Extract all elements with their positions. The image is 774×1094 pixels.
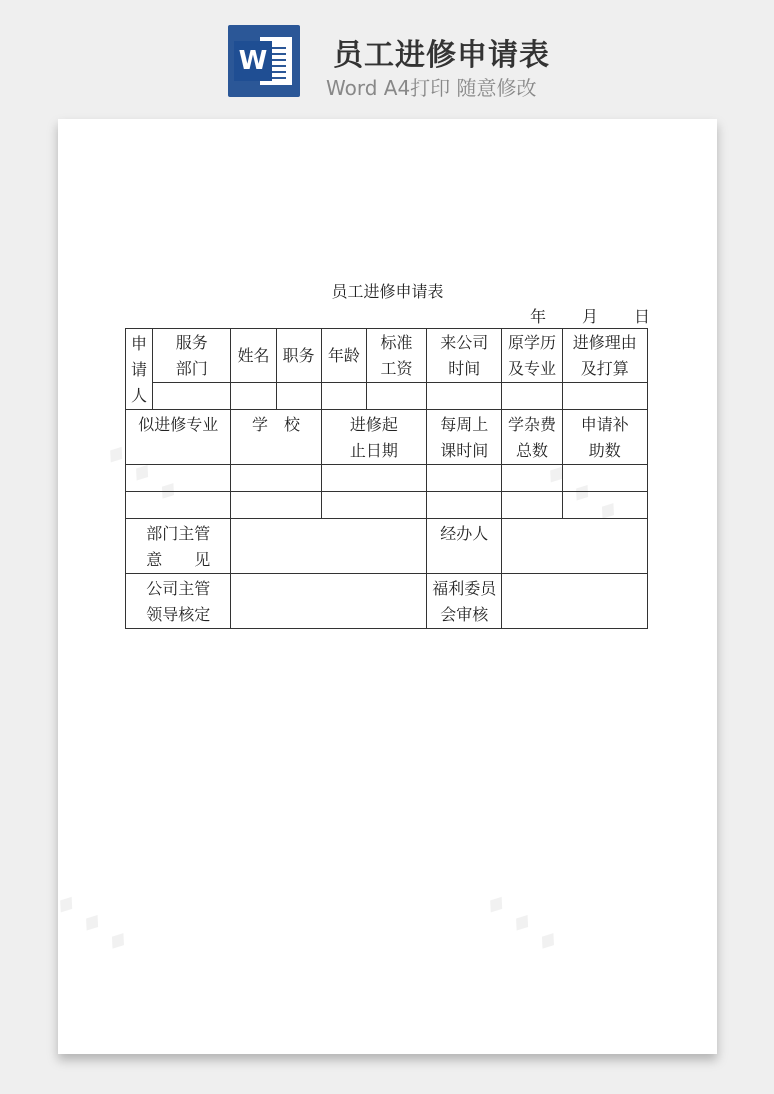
tuition-cell[interactable]	[502, 465, 562, 492]
date-day: 日	[633, 307, 650, 326]
study-period-cell[interactable]	[321, 465, 426, 492]
intended-major-cell[interactable]	[126, 465, 231, 492]
welfare-review-cell[interactable]	[502, 574, 648, 629]
intended-major-cell[interactable]	[126, 492, 231, 519]
school-cell[interactable]	[231, 492, 321, 519]
service-dept-cell[interactable]	[153, 383, 231, 410]
weekly-hours-cell[interactable]	[427, 492, 502, 519]
join-date-cell[interactable]	[427, 383, 502, 410]
name-cell[interactable]	[231, 383, 276, 410]
tuition-header: 学杂费 总数	[502, 410, 562, 465]
study-period-header: 进修起 止日期	[321, 410, 426, 465]
company-approval-cell[interactable]	[231, 574, 427, 629]
handler-label: 经办人	[427, 519, 502, 574]
applicant-header: 申 请 人	[126, 329, 153, 410]
watermark: ♦ ♦ ♦	[477, 886, 566, 962]
school-header: 学 校	[231, 410, 321, 465]
document-page	[47, 119, 717, 1054]
company-approval-label: 公司主管 领导核定	[126, 574, 231, 629]
position-cell[interactable]	[276, 383, 321, 410]
study-period-cell[interactable]	[321, 492, 426, 519]
reason-cell[interactable]	[562, 383, 647, 410]
handler-cell[interactable]	[502, 519, 648, 574]
dept-manager-opinion-cell[interactable]	[231, 519, 427, 574]
date-line	[530, 304, 650, 327]
application-form-table	[125, 328, 648, 629]
education-cell[interactable]	[502, 383, 562, 410]
age-header: 年龄	[321, 329, 366, 383]
position-header: 职务	[276, 329, 321, 383]
school-cell[interactable]	[231, 465, 321, 492]
education-header: 原学历 及专业	[502, 329, 562, 383]
age-cell[interactable]	[321, 383, 366, 410]
watermark: ♦ ♦ ♦	[97, 436, 186, 512]
watermark: ♦ ♦ ♦	[537, 456, 626, 532]
tuition-cell[interactable]	[502, 492, 562, 519]
name-header: 姓名	[231, 329, 276, 383]
dept-manager-opinion-label: 部门主管 意 见	[126, 519, 231, 574]
page-title: 员工进修申请表	[333, 38, 550, 73]
reason-header: 进修理由 及打算	[562, 329, 647, 383]
subsidy-cell[interactable]	[562, 492, 647, 519]
watermark: ♦ ♦ ♦	[47, 886, 136, 962]
join-date-header: 来公司 时间	[427, 329, 502, 383]
date-year: 年	[530, 307, 547, 326]
salary-cell[interactable]	[366, 383, 426, 410]
subsidy-header: 申请补 助数	[562, 410, 647, 465]
document-title: 员工进修申请表	[331, 282, 444, 301]
intended-major-header: 似进修专业	[126, 410, 231, 465]
service-dept-header: 服务 部门	[153, 329, 231, 383]
welfare-review-label: 福利委员 会审核	[427, 574, 502, 629]
page-header	[0, 0, 774, 110]
weekly-hours-header: 每周上 课时间	[427, 410, 502, 465]
word-icon: W	[228, 25, 300, 97]
weekly-hours-cell[interactable]	[427, 465, 502, 492]
date-month: 月	[581, 307, 598, 326]
page-subtitle: Word A4打印 随意修改	[326, 76, 537, 100]
subsidy-cell[interactable]	[562, 465, 647, 492]
salary-header: 标准 工资	[366, 329, 426, 383]
